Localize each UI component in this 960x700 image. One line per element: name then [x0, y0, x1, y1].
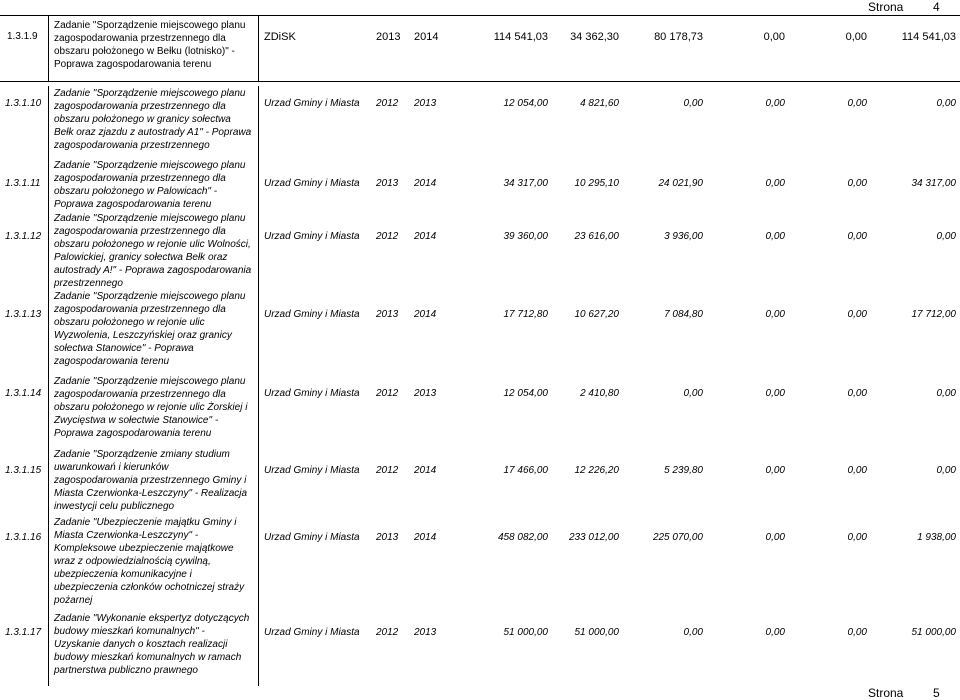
- cell-v5: 0,00: [847, 388, 867, 399]
- row-description: [54, 448, 260, 513]
- cell-v3: 0,00: [683, 627, 703, 638]
- row-id: 1.3.1.13: [5, 309, 42, 320]
- cell-v1: 39 360,00: [503, 231, 548, 242]
- cell-v2: 51 000,00: [574, 627, 619, 638]
- page-number-top: 4: [933, 0, 940, 14]
- row-description: [54, 375, 260, 440]
- cell-v5: 0,00: [845, 31, 867, 43]
- row-description: [54, 19, 260, 71]
- cell-v1: 12 054,00: [503, 388, 548, 399]
- cell-v1: 12 054,00: [503, 98, 548, 109]
- cell-unit: Urzad Gminy i Miasta: [264, 178, 360, 189]
- description-line: ubezpieczenia członków ochotniczej straży: [54, 582, 245, 593]
- cell-v3: 80 178,73: [654, 31, 703, 43]
- cell-unit: Urzad Gminy i Miasta: [264, 231, 360, 242]
- cell-from: 2013: [376, 178, 399, 189]
- description-line: Poprawa zagospodarowania terenu: [54, 199, 212, 210]
- description-line: Palowickiej, granicy sołectwa Bełk oraz: [54, 252, 228, 263]
- row-id: 1.3.1.15: [5, 465, 42, 476]
- cell-v5: 0,00: [847, 465, 867, 476]
- cell-v1: 51 000,00: [503, 627, 548, 638]
- description-line: Zwycięstwa w sołectwie Stanowice" -: [54, 415, 219, 426]
- cell-v5: 0,00: [847, 627, 867, 638]
- cell-to: 2013: [414, 98, 437, 109]
- cell-from: 2012: [376, 465, 399, 476]
- cell-v4: 0,00: [765, 465, 785, 476]
- description-line: Zadanie "Sporządzenie miejscowego planu: [54, 376, 246, 387]
- description-line: zagospodarowania przestrzennego dla: [54, 304, 226, 315]
- description-line: Kompleksowe ubezpieczenie majątkowe: [54, 543, 234, 554]
- cell-v4: 0,00: [765, 388, 785, 399]
- cell-from: 2012: [376, 98, 399, 109]
- row-id: 1.3.1.9: [7, 31, 38, 42]
- page-number-bottom: 5: [933, 686, 940, 700]
- cell-to: 2014: [414, 178, 437, 189]
- cell-v2: 233 012,00: [568, 532, 619, 543]
- row-id: 1.3.1.12: [5, 231, 42, 242]
- row-id: 1.3.1.14: [5, 388, 42, 399]
- cell-v3: 0,00: [683, 98, 703, 109]
- cell-from: 2013: [376, 309, 399, 320]
- cell-to: 2013: [414, 627, 437, 638]
- cell-from: 2012: [376, 231, 399, 242]
- cell-v1: 17 466,00: [503, 465, 548, 476]
- row-id: 1.3.1.10: [5, 98, 42, 109]
- description-line: Zadanie "Sporządzenie miejscowego planu: [54, 20, 246, 31]
- cell-v3: 3 936,00: [664, 231, 703, 242]
- cell-v1: 17 712,80: [503, 309, 548, 320]
- description-line: partnerstwa publiczno prawnego: [54, 665, 198, 676]
- description-line: zagospodarowania przestrzennego dla: [54, 173, 226, 184]
- description-line: Zadanie "Sporządzenie zmiany studium: [54, 449, 230, 460]
- cell-v4: 0,00: [765, 532, 785, 543]
- cell-unit: Urzad Gminy i Miasta: [264, 98, 360, 109]
- top-rule: [0, 15, 960, 16]
- cell-from: 2012: [376, 388, 399, 399]
- cell-v5: 0,00: [847, 231, 867, 242]
- description-line: Uzyskanie danych o kosztach realizacji: [54, 639, 228, 650]
- cell-to: 2014: [414, 309, 437, 320]
- description-line: pożarnej: [54, 595, 93, 606]
- cell-v2: 10 627,20: [574, 309, 619, 320]
- row-description: [54, 290, 260, 368]
- cell-unit: Urzad Gminy i Miasta: [264, 465, 360, 476]
- cell-unit: ZDiSK: [264, 31, 296, 43]
- cell-v6: 17 712,00: [911, 309, 956, 320]
- description-line: Zadanie "Sporządzenie miejscowego planu: [54, 213, 246, 224]
- description-line: Miasta Czerwionka-Leszczyny" -: [54, 530, 199, 541]
- cell-v6: 0,00: [936, 388, 956, 399]
- description-line: Zadanie "Wykonanie ekspertyz dotyczących: [54, 613, 250, 624]
- cell-v6: 51 000,00: [911, 627, 956, 638]
- description-line: Zadanie "Sporządzenie miejscowego planu: [54, 88, 246, 99]
- description-line: autostrady A!" - Poprawa zagospodarowania: [54, 265, 252, 276]
- cell-v3: 0,00: [683, 388, 703, 399]
- cell-v2: 34 362,30: [570, 31, 619, 43]
- description-line: Bełk oraz zjazdu z autostrady A1" - Poprawa: [54, 127, 252, 138]
- column-divider-desc: [258, 15, 259, 81]
- description-line: zagospodarowania przestrzennego dla: [54, 33, 226, 44]
- cell-v6: 0,00: [936, 465, 956, 476]
- cell-v2: 10 295,10: [574, 178, 619, 189]
- description-line: obszaru położonego w rejonie ulic Wolności,: [54, 239, 251, 250]
- row-description: [54, 87, 260, 152]
- cell-v6: 114 541,03: [901, 31, 956, 43]
- cell-unit: Urzad Gminy i Miasta: [264, 309, 360, 320]
- description-line: sołectwa Stanowice" - Poprawa: [54, 343, 194, 354]
- cell-v4: 0,00: [765, 231, 785, 242]
- column-divider-desc-lower: [258, 86, 259, 686]
- cell-v5: 0,00: [847, 532, 867, 543]
- cell-from: 2013: [376, 532, 399, 543]
- description-line: Miasta Czerwionka-Leszczyny" - Realizacja: [54, 488, 248, 499]
- cell-from: 2013: [376, 31, 401, 43]
- cell-v6: 0,00: [936, 231, 956, 242]
- row-rule-1: [0, 81, 960, 82]
- cell-v4: 0,00: [765, 178, 785, 189]
- description-line: wraz z odpowiedzialnością cywilną,: [54, 556, 211, 567]
- cell-v2: 4 821,60: [580, 98, 619, 109]
- cell-v2: 12 226,20: [574, 465, 619, 476]
- description-line: zagospodarowania przestrzennego dla: [54, 389, 226, 400]
- description-line: Zadanie "Sporządzenie miejscowego planu: [54, 291, 246, 302]
- description-line: obszaru położonego w Bełku (lotnisko)" -: [54, 46, 235, 57]
- description-line: Wyzwolenia, Leszczyńskiej oraz granicy: [54, 330, 232, 341]
- cell-to: 2014: [414, 465, 437, 476]
- cell-v1: 114 541,03: [493, 31, 548, 43]
- description-line: obszaru położonego w rejonie ulic Żorskiej i: [54, 402, 248, 413]
- cell-to: 2013: [414, 388, 437, 399]
- column-divider-id-lower: [48, 86, 49, 686]
- row-id: 1.3.1.16: [5, 532, 42, 543]
- row-id: 1.3.1.11: [5, 178, 41, 189]
- cell-v4: 0,00: [765, 98, 785, 109]
- cell-v5: 0,00: [847, 178, 867, 189]
- description-line: zagospodarowania przestrzennego dla: [54, 226, 226, 237]
- cell-v5: 0,00: [847, 309, 867, 320]
- cell-from: 2012: [376, 627, 399, 638]
- row-description: [54, 612, 260, 677]
- cell-v4: 0,00: [765, 309, 785, 320]
- cell-v4: 0,00: [765, 627, 785, 638]
- cell-v6: 1 938,00: [917, 532, 956, 543]
- cell-v6: 34 317,00: [911, 178, 956, 189]
- description-line: obszaru położonego w rejonie ulic: [54, 317, 205, 328]
- cell-v2: 2 410,80: [580, 388, 619, 399]
- description-line: obszaru położonego w granicy sołectwa: [54, 114, 231, 125]
- page-label-top: Strona: [868, 0, 904, 14]
- cell-v3: 7 084,80: [664, 309, 703, 320]
- row-description: [54, 516, 260, 607]
- description-line: inwestycji celu publicznego: [54, 501, 175, 512]
- description-line: zagospodarowania przestrzennego dla: [54, 101, 226, 112]
- cell-to: 2014: [414, 532, 437, 543]
- description-line: przestrzennego: [54, 278, 123, 289]
- column-divider-id: [48, 15, 49, 81]
- cell-unit: Urzad Gminy i Miasta: [264, 388, 360, 399]
- cell-to: 2014: [414, 31, 439, 43]
- description-line: Poprawa zagospodarowania terenu: [54, 428, 212, 439]
- description-line: budowy mieszkań komunalnych" -: [54, 626, 205, 637]
- description-line: ubezpieczenia komunikacyjne i: [54, 569, 192, 580]
- cell-unit: Urzad Gminy i Miasta: [264, 532, 360, 543]
- page-label-bottom: Strona: [868, 686, 904, 700]
- cell-v3: 225 070,00: [652, 532, 703, 543]
- row-description: [54, 159, 260, 211]
- cell-v1: 34 317,00: [503, 178, 548, 189]
- cell-v1: 458 082,00: [497, 532, 548, 543]
- description-line: zagospodarowania przestrzennego: [54, 140, 210, 151]
- cell-v5: 0,00: [847, 98, 867, 109]
- row-id: 1.3.1.17: [5, 627, 42, 638]
- description-line: obszaru położonego w Palowicach" -: [54, 186, 218, 197]
- description-line: Zadanie "Sporządzenie miejscowego planu: [54, 160, 246, 171]
- description-line: Poprawa zagospodarowania terenu: [54, 59, 212, 70]
- cell-unit: Urzad Gminy i Miasta: [264, 627, 360, 638]
- description-line: zagospodarowania terenu: [54, 356, 170, 367]
- description-line: uwarunkowań i kierunków: [54, 462, 169, 473]
- cell-v2: 23 616,00: [574, 231, 619, 242]
- row-description: [54, 212, 260, 290]
- cell-v3: 24 021,90: [658, 178, 703, 189]
- cell-v3: 5 239,80: [664, 465, 703, 476]
- cell-to: 2014: [414, 231, 437, 242]
- cell-v4: 0,00: [763, 31, 785, 43]
- description-line: budowy mieszkań komunalnych w ramach: [54, 652, 242, 663]
- description-line: zagospodarowania przestrzennego Gminy i: [54, 475, 247, 486]
- description-line: Zadanie "Ubezpieczenie majątku Gminy i: [54, 517, 237, 528]
- cell-v6: 0,00: [936, 98, 956, 109]
